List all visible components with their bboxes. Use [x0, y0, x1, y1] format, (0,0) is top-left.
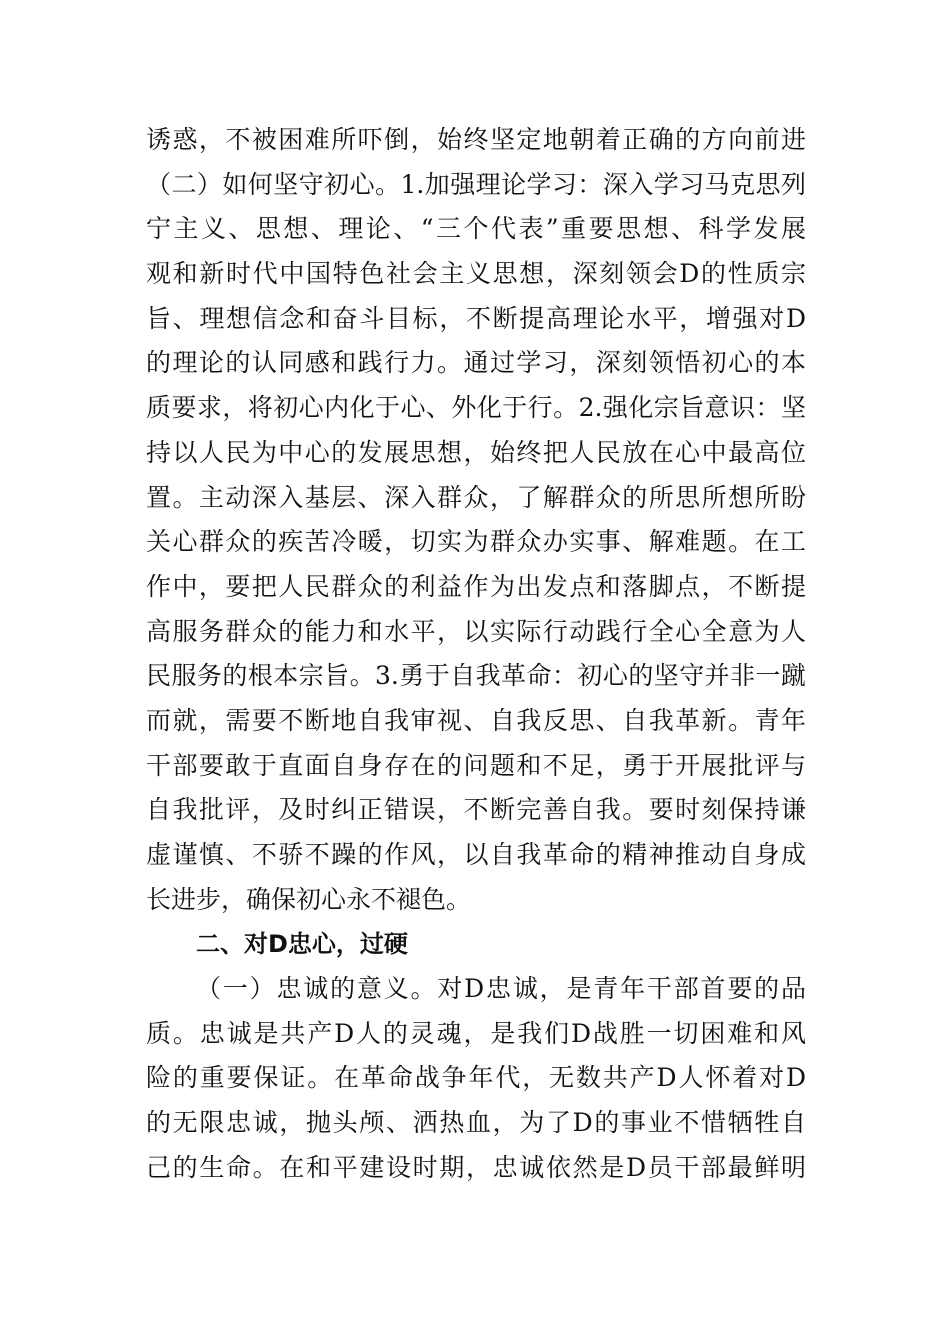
text-line: （二）如何坚守初心。1.加强理论学习：深入学习马克思列 [146, 169, 806, 199]
body-text [146, 118, 806, 1191]
text-line: 质要求，将初心内化于心、外化于行。2.强化宗旨意识：坚 [146, 393, 806, 423]
text-line: 自我批评，及时纠正错误，不断完善自我。要时刻保持谦 [146, 795, 806, 825]
text-line: 作中，要把人民群众的利益作为出发点和落脚点，不断提 [146, 571, 806, 601]
text-line: 诱惑，不被困难所吓倒，始终坚定地朝着正确的方向前进 [146, 125, 806, 154]
text-line: 而就，需要不断地自我审视、自我反思、自我革新。青年 [146, 705, 806, 735]
text-line: 干部要敢于直面自身存在的问题和不足，勇于开展批评与 [146, 750, 806, 780]
text-line: 的无限忠诚，抛头颅、洒热血，为了D的事业不惜牺牲自 [146, 1108, 806, 1138]
text-line: 虚谨慎、不骄不躁的作风，以自我革命的精神推动自身成 [146, 840, 806, 869]
text-line: 持以人民为中心的发展思想，始终把人民放在心中最高位 [146, 437, 806, 467]
text-line: 宁主义、思想、理论、“三个代表”重要思想、科学发展 [146, 214, 806, 244]
text-line: 民服务的根本宗旨。3.勇于自我革命：初心的坚守并非一蹴 [146, 661, 806, 691]
text-line: 观和新时代中国特色社会主义思想，深刻领会D的性质宗 [146, 259, 806, 289]
text-line: 险的重要保证。在革命战争年代，无数共产D人怀着对D [146, 1063, 806, 1093]
text-line: 的理论的认同感和践行力。通过学习，深刻领悟初心的本 [146, 348, 806, 378]
text-line: 质。忠诚是共产D人的灵魂，是我们D战胜一切困难和风 [146, 1018, 806, 1048]
text-line: 置。主动深入基层、深入群众，了解群众的所思所想所盼 [146, 482, 806, 512]
text-line: 关心群众的疾苦冷暖，切实为群众办实事、解难题。在工 [146, 527, 806, 557]
text-line: 旨、理想信念和奋斗目标，不断提高理论水平，增强对D [146, 303, 806, 333]
text-line: 长进步，确保初心永不褪色。 [146, 884, 472, 914]
text-line: 己的生命。在和平建设时期，忠诚依然是D员干部最鲜明 [146, 1152, 806, 1182]
section-heading: 二、对D忠心，过硬 [196, 930, 408, 959]
text-line: （一）忠诚的意义。对D忠诚，是青年干部首要的品 [196, 974, 806, 1004]
text-line: 高服务群众的能力和水平，以实际行动践行全心全意为人 [146, 616, 806, 646]
